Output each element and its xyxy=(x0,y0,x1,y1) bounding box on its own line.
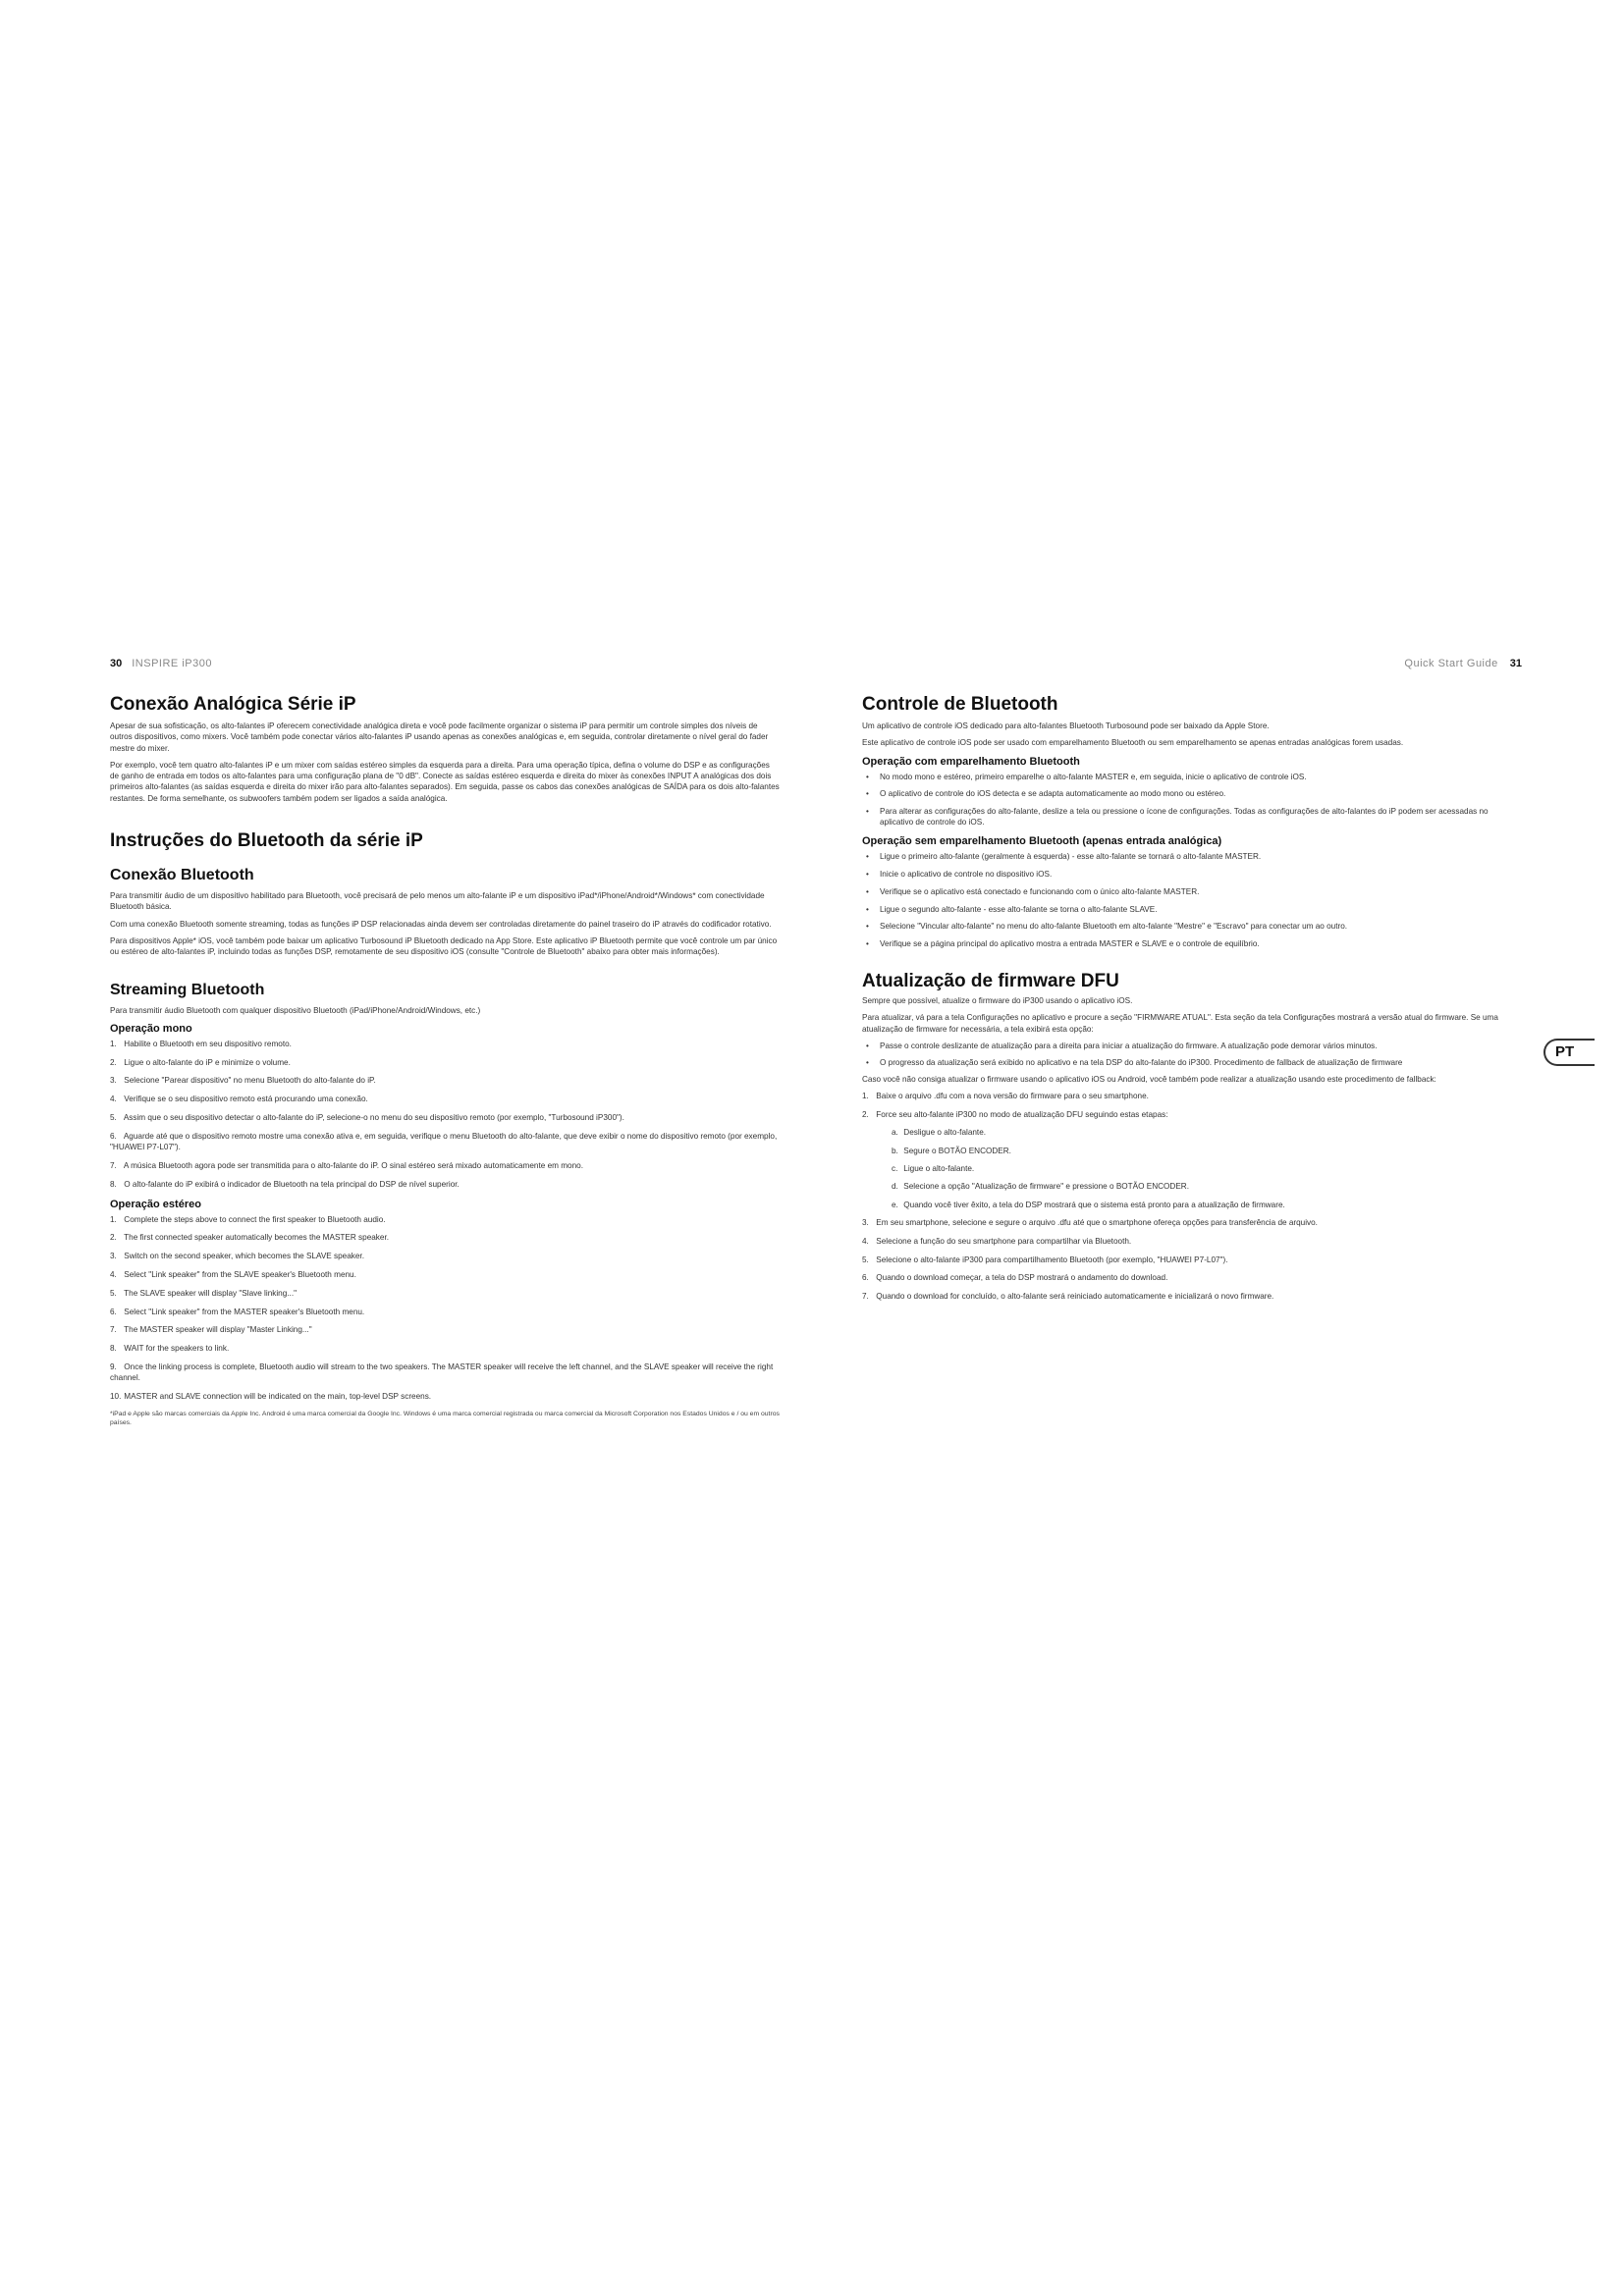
stereo-steps-list xyxy=(110,1214,780,1403)
list-item: 7. Quando o download for concluído, o alto-falante será reiniciado automaticamente e inicializará o novo firmware. xyxy=(862,1292,1274,1302)
dfu-steps-b xyxy=(862,1217,1522,1302)
list-item: 6. Aguarde até que o dispositivo remoto mostre uma conexão ativa e, em seguida, verifique o menu Bluetooth do alto-falante, que deve exibir o nome do dispositivo remoto (por exemplo, "HUAWEI P7-L07"). xyxy=(110,1131,778,1152)
list-item: • Inicie o aplicativo de controle no dispositivo iOS. xyxy=(862,869,1522,880)
list-item: 3. Switch on the second speaker, which becomes the SLAVE speaker. xyxy=(110,1252,364,1261)
bt-connection-paragraph-1: Para transmitir áudio de um dispositivo habilitado para Bluetooth, você precisará de pelo menos um alto-falante iP e um dispositivo iPad*/iPhone/Android*/Windows* com conectividade Bluetooth básica. xyxy=(110,891,765,912)
list-item: • No modo mono e estéreo, primeiro emparelhe o alto-falante MASTER e, em seguida, inicie o aplicativo de controle iOS. xyxy=(862,772,1522,782)
left-page xyxy=(110,656,780,1428)
list-item: 7. A música Bluetooth agora pode ser transmitida para o alto-falante do iP. O sinal estéreo será mixado automaticamente em mono. xyxy=(110,1160,583,1170)
dfu-bullets xyxy=(862,1041,1522,1068)
list-item: 8. O alto-falante do iP exibirá o indicador de Bluetooth na tela principal do DSP de nível superior. xyxy=(110,1179,460,1189)
list-item: 5. Selecione o alto-falante iP300 para compartilhamento Bluetooth (por exemplo, "HUAWEI P7-L07"). xyxy=(862,1255,1228,1264)
dfu-paragraph-1: Sempre que possível, atualize o firmware do iP300 usando o aplicativo iOS. xyxy=(862,996,1133,1006)
paired-operation-list xyxy=(862,772,1522,828)
list-item: 1. Baixe o arquivo .dfu com a nova versão do firmware para o seu smartphone. xyxy=(862,1091,1149,1100)
list-item: 7. The MASTER speaker will display "Master Linking..." xyxy=(110,1325,312,1335)
stereo-operation-heading: Operação estéreo xyxy=(110,1198,201,1210)
dfu-paragraph-2: Para atualizar, vá para a tela Configurações no aplicativo e procure a seção "FIRMWARE ATUAL". Esta seção da tela Configurações mostrará a versão atual do firmware. Se uma atualização de firmware for necessária, a tela exibirá esta opção: xyxy=(862,1013,1498,1034)
list-item: b. Segure o BOTÃO ENCODER. xyxy=(892,1146,1011,1155)
list-item: • Para alterar as configurações do alto-falante, deslize a tela ou pressione o ícone de configurações. Todas as configurações de alto-falantes do iP podem ser acessadas no aplicativo de controle do iOS. xyxy=(862,806,1522,828)
bt-control-paragraph-1: Um aplicativo de controle iOS dedicado para alto-falantes Bluetooth Turbosound pode ser baixado da Apple Store. xyxy=(862,721,1270,730)
list-item: d. Selecione a opção "Atualização de firmware" e pressione o BOTÃO ENCODER. xyxy=(892,1182,1189,1192)
list-item: • Verifique se a página principal do aplicativo mostra a entrada MASTER e SLAVE e o controle de equilíbrio. xyxy=(862,938,1522,949)
list-item: 2. Force seu alto-falante iP300 no modo de atualização DFU seguindo estas etapas: xyxy=(862,1109,1168,1119)
list-item: 5. The SLAVE speaker will display "Slave linking..." xyxy=(110,1288,297,1298)
list-item: 1. Complete the steps above to connect the first speaker to Bluetooth audio. xyxy=(110,1214,386,1224)
list-item: 6. Quando o download começar, a tela do DSP mostrará o andamento do download. xyxy=(862,1273,1168,1283)
list-item: • O aplicativo de controle do iOS detecta e se adapta automaticamente ao modo mono ou estéreo. xyxy=(862,788,1522,799)
right-page-number: 31 xyxy=(1509,658,1522,669)
list-item: 1. Habilite o Bluetooth em seu dispositivo remoto. xyxy=(110,1039,292,1048)
list-item: 3. Selecione "Parear dispositivo" no menu Bluetooth do alto-falante do iP. xyxy=(110,1076,376,1086)
bluetooth-control-title: Controle de Bluetooth xyxy=(862,694,1058,715)
list-item: 6. Select "Link speaker" from the MASTER speaker's Bluetooth menu. xyxy=(110,1307,365,1316)
list-item: 9. Once the linking process is complete, Bluetooth audio will stream to the two speakers. The MASTER speaker will receive the left channel, and the SLAVE speaker will receive the right channel. xyxy=(110,1362,774,1383)
dfu-update-title: Atualização de firmware DFU xyxy=(862,971,1119,992)
right-page-header xyxy=(862,656,1522,671)
list-item: 4. Select "Link speaker" from the SLAVE speaker's Bluetooth menu. xyxy=(110,1269,356,1279)
mono-steps-list xyxy=(110,1039,780,1190)
right-page xyxy=(862,656,1522,1309)
bt-streaming-paragraph: Para transmitir áudio Bluetooth com qualquer dispositivo Bluetooth (iPad/iPhone/Android/Windows, etc.) xyxy=(110,1005,481,1015)
trademark-footnote: *iPad e Apple são marcas comerciais da Apple Inc. Android é uma marca comercial da Google Inc. Windows é uma marca comercial registrada ou marca comercial da Microsoft Corporation nos Estados Unidos e / ou em outros países. xyxy=(110,1410,780,1427)
left-page-header xyxy=(110,656,780,671)
paired-operation-heading: Operação com emparelhamento Bluetooth xyxy=(862,755,1080,768)
unpaired-operation-heading: Operação sem emparelhamento Bluetooth (apenas entrada analógica) xyxy=(862,835,1222,848)
list-item: • Ligue o segundo alto-falante - esse alto-falante se torna o alto-falante SLAVE. xyxy=(862,904,1522,915)
list-item: 2. Ligue o alto-falante do iP e minimize o volume. xyxy=(110,1057,291,1067)
list-item: a. Desligue o alto-falante. xyxy=(892,1128,987,1138)
dfu-paragraph-3: Caso você não consiga atualizar o firmware usando o aplicativo iOS ou Android, você também pode realizar a atualização usando este procedimento de fallback: xyxy=(862,1074,1436,1084)
analog-paragraph-1: Apesar de sua sofisticação, os alto-falantes iP oferecem conectividade analógica direta e você pode facilmente organizar o sistema iP para permitir um controle simples dos níveis de outros dispositivos, como mixers. Você também pode conectar vários alto-falantes iP usando apenas as conexões analógicas e, em seguida, controlar diretamente o nível geral do fader mestre do mixer. xyxy=(110,721,769,753)
language-tab: PT xyxy=(1543,1039,1595,1066)
left-header-title: INSPIRE iP300 xyxy=(132,658,212,669)
dfu-steps-a xyxy=(862,1091,1522,1120)
mono-operation-heading: Operação mono xyxy=(110,1022,192,1035)
bt-control-paragraph-2: Este aplicativo de controle iOS pode ser usado com emparelhamento Bluetooth ou sem emparelhamento se apenas entradas analógicas forem usadas. xyxy=(862,738,1404,748)
list-item: c. Ligue o alto-falante. xyxy=(892,1164,975,1174)
list-item: 4. Verifique se o seu dispositivo remoto está procurando uma conexão. xyxy=(110,1095,368,1104)
list-item: 5. Assim que o seu dispositivo detectar o alto-falante do iP, selecione-o no menu do seu dispositivo remoto (por exemplo, "Turbosound iP300"). xyxy=(110,1113,624,1123)
list-item: • Selecione "Vincular alto-falante" no menu do alto-falante Bluetooth em alto-falante "Mestre" e "Escravo" para conectar um ao outro. xyxy=(862,921,1522,932)
list-item: • Verifique se o aplicativo está conectado e funcionando com o único alto-falante MASTER. xyxy=(862,886,1522,897)
list-item: 2. The first connected speaker automatically becomes the MASTER speaker. xyxy=(110,1233,389,1243)
bluetooth-connection-title: Conexão Bluetooth xyxy=(110,867,254,884)
analog-connection-title: Conexão Analógica Série iP xyxy=(110,694,356,715)
bt-connection-paragraph-2: Com uma conexão Bluetooth somente streaming, todas as funções iP DSP relacionadas ainda devem ser controladas diretamente do painel traseiro do iP através do codificador rotativo. xyxy=(110,919,772,929)
list-item: • Passe o controle deslizante de atualização para a direita para iniciar a atualização do firmware. A atualização pode demorar vários minutos. xyxy=(862,1041,1522,1051)
list-item: 10. MASTER and SLAVE connection will be indicated on the main, top-level DSP screens. xyxy=(110,1392,432,1401)
right-header-title: Quick Start Guide xyxy=(1404,658,1498,669)
analog-paragraph-2: Por exemplo, você tem quatro alto-falantes iP e um mixer com saídas estéreo simples da esquerda para a direita. Para uma operação típica, defina o volume do DSP e as configurações de ganho de entrada em todos os alto-falantes para uma configuração plana de "0 dB". Conecte as saídas estéreo esquerda e direita do mixer às conexões INPUT A analógicas dos dois primeiros alto-falantes (as saídas esquerda e direita do mixer irão para alto-falantes separados). Em seguida, passe os cabos das conexões analógicas de SAÍDA para os dois alto-falantes restantes. De forma semelhante, os subwoofers também podem ser ligados a saída analógica. xyxy=(110,760,780,803)
unpaired-operation-list xyxy=(862,851,1522,949)
bt-connection-paragraph-3: Para dispositivos Apple* iOS, você também pode baixar um aplicativo Turbosound iP Bluetooth dedicado na App Store. Este aplicativo iP Bluetooth permite que você controle um par único ou estéreo de alto-falantes iP, incluindo todas as funções DSP, remotamente de seu dispositivo iOS (consulte "Controle de Bluetooth" abaixo para obter mais informações). xyxy=(110,935,778,957)
bluetooth-instructions-title: Instruções do Bluetooth da série iP xyxy=(110,830,423,852)
list-item: • Ligue o primeiro alto-falante (geralmente à esquerda) - esse alto-falante se tornará o alto-falante MASTER. xyxy=(862,851,1522,862)
left-page-number: 30 xyxy=(110,658,123,669)
list-item: 8. WAIT for the speakers to link. xyxy=(110,1344,230,1354)
dfu-substeps xyxy=(862,1127,1522,1209)
list-item: • O progresso da atualização será exibido no aplicativo e na tela DSP do alto-falante do iP300. Procedimento de fallback de atualização de firmware xyxy=(862,1057,1522,1068)
list-item: 3. Em seu smartphone, selecione e segure o arquivo .dfu até que o smartphone ofereça opções para transferência de arquivo. xyxy=(862,1217,1318,1227)
list-item: 4. Selecione a função do seu smartphone para compartilhar via Bluetooth. xyxy=(862,1236,1132,1246)
list-item: e. Quando você tiver êxito, a tela do DSP mostrará que o sistema está pronto para a atualização de firmware. xyxy=(892,1200,1285,1209)
bluetooth-streaming-title: Streaming Bluetooth xyxy=(110,981,265,998)
